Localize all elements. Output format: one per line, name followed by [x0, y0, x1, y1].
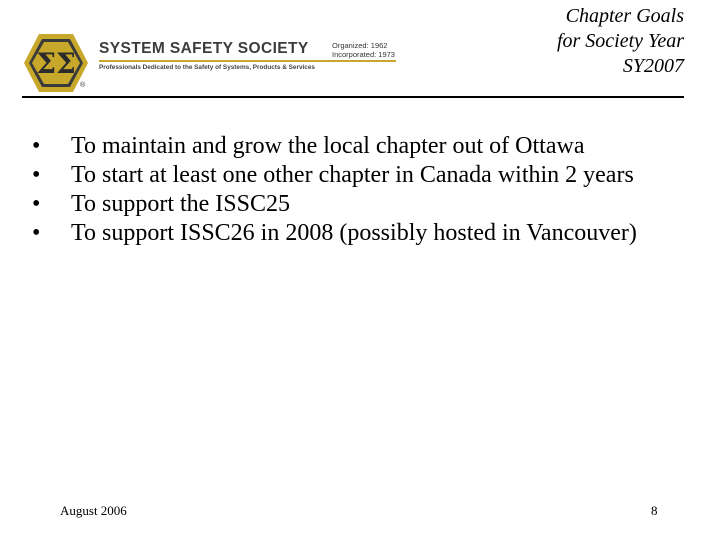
footer-date: August 2006 — [60, 503, 127, 518]
organized-date: Organized: 1962 — [332, 41, 388, 50]
goals-list — [32, 132, 692, 248]
emblem-text: ΣΣ — [36, 47, 76, 80]
registered-mark: ® — [80, 82, 86, 89]
organization-name: SYSTEM SAFETY SOCIETY — [99, 40, 309, 57]
goal-text: To maintain and grow the local chapter out of Ottawa — [71, 133, 585, 159]
bullet-icon: • — [32, 191, 41, 217]
goal-item — [32, 161, 692, 190]
goal-text: To support ISSC26 in 2008 (possibly hosted in Vancouver) — [71, 220, 637, 246]
goal-item — [32, 219, 692, 248]
slide-title — [557, 4, 684, 79]
header-divider — [22, 96, 684, 98]
incorporated-date: Incorporated: 1973 — [332, 50, 395, 59]
title-line-3: SY2007 — [622, 55, 684, 77]
system-safety-society-logo — [22, 32, 402, 94]
goal-item — [32, 190, 692, 219]
goal-item — [32, 132, 692, 161]
title-line-2: for Society Year — [556, 30, 684, 52]
title-line-1: Chapter Goals — [565, 5, 684, 27]
goal-text: To start at least one other chapter in Canada within 2 years — [71, 162, 634, 188]
bullet-icon: • — [32, 220, 41, 246]
organization-tagline: Professionals Dedicated to the Safety of Systems, Products & Services — [99, 64, 315, 71]
bullet-icon: • — [32, 162, 41, 188]
bullet-icon: • — [32, 133, 41, 159]
page-number: 8 — [651, 503, 658, 518]
logo-rule — [99, 60, 396, 62]
goal-text: To support the ISSC25 — [71, 191, 290, 217]
organization-dates — [332, 41, 395, 59]
